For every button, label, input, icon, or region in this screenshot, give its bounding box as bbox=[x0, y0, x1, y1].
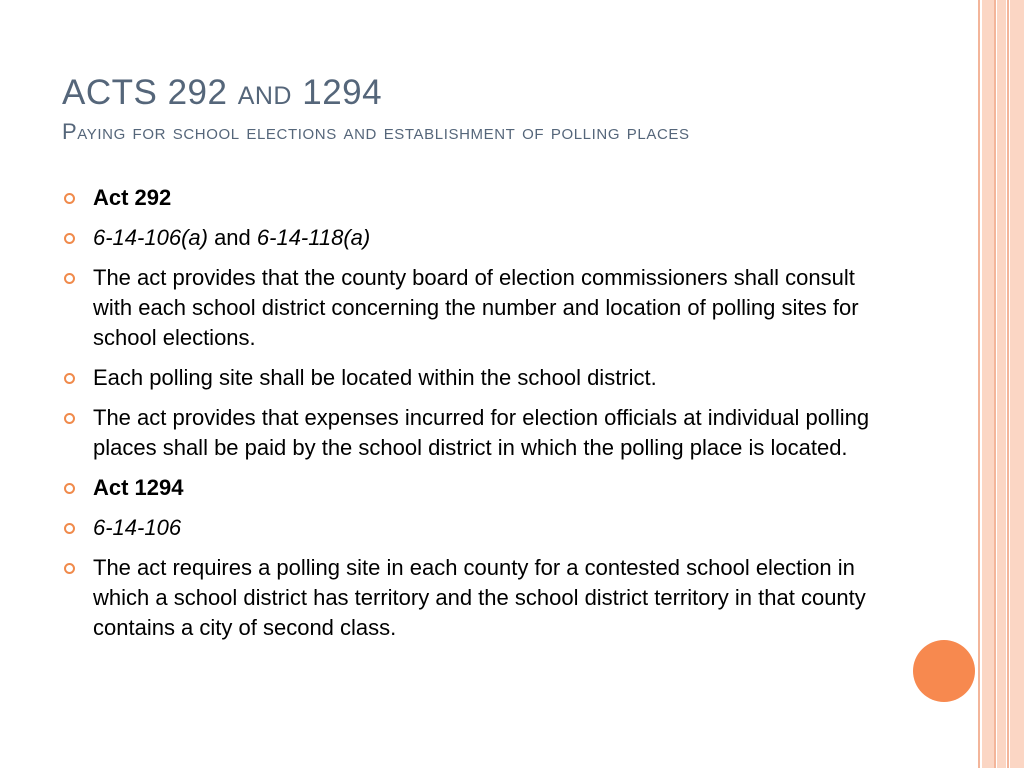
bullet-icon bbox=[64, 523, 75, 534]
list-item bbox=[62, 403, 892, 463]
decorative-stripe bbox=[997, 0, 1006, 768]
bullet-text: The act requires a polling site in each county for a contested school election in which a school district has territory and the school district territory in that county contains a city of second class. bbox=[93, 555, 866, 640]
bullet-icon bbox=[64, 483, 75, 494]
bullet-icon bbox=[64, 563, 75, 574]
bullet-icon bbox=[64, 273, 75, 284]
statute-code: 6-14-118(a) bbox=[256, 225, 371, 250]
decorative-stripe bbox=[1010, 0, 1024, 768]
title-part2: 1294 bbox=[292, 73, 383, 112]
bullet-icon bbox=[64, 413, 75, 424]
slide-subtitle: Paying for school elections and establishment of polling places bbox=[62, 119, 690, 144]
bullet-icon bbox=[64, 373, 75, 384]
title-part1: ACTS 292 bbox=[62, 73, 238, 112]
list-item bbox=[62, 263, 892, 353]
list-item bbox=[62, 553, 892, 643]
title-and: and bbox=[237, 73, 292, 112]
bullet-list bbox=[62, 183, 892, 653]
statute-code: 6-14-106 bbox=[93, 515, 182, 540]
bullet-icon bbox=[64, 193, 75, 204]
decorative-stripe bbox=[978, 0, 980, 768]
list-item bbox=[62, 513, 892, 543]
decorative-stripe bbox=[1007, 0, 1009, 768]
decorative-stripe bbox=[982, 0, 994, 768]
list-item bbox=[62, 183, 892, 213]
list-item bbox=[62, 363, 892, 393]
bullet-text: and bbox=[207, 225, 257, 250]
statute-code: 6-14-106(a) bbox=[93, 225, 208, 250]
list-item bbox=[62, 473, 892, 503]
bullet-text: Act 1294 bbox=[93, 475, 184, 500]
bullet-text: The act provides that expenses incurred for election officials at individual polling places shall be paid by the school district in which the polling place is located. bbox=[93, 405, 870, 460]
decorative-stripe bbox=[994, 0, 996, 768]
bullet-text: Each polling site shall be located within the school district. bbox=[93, 365, 657, 390]
bullet-icon bbox=[64, 233, 75, 244]
bullet-text: Act 292 bbox=[93, 185, 172, 210]
bullet-text: The act provides that the county board of election commissioners shall consult with each school district concerning the number and location of polling sites for school elections. bbox=[93, 265, 859, 350]
slide-title bbox=[62, 70, 942, 116]
decorative-circle bbox=[913, 640, 975, 702]
title-block bbox=[62, 70, 942, 146]
list-item bbox=[62, 223, 892, 253]
